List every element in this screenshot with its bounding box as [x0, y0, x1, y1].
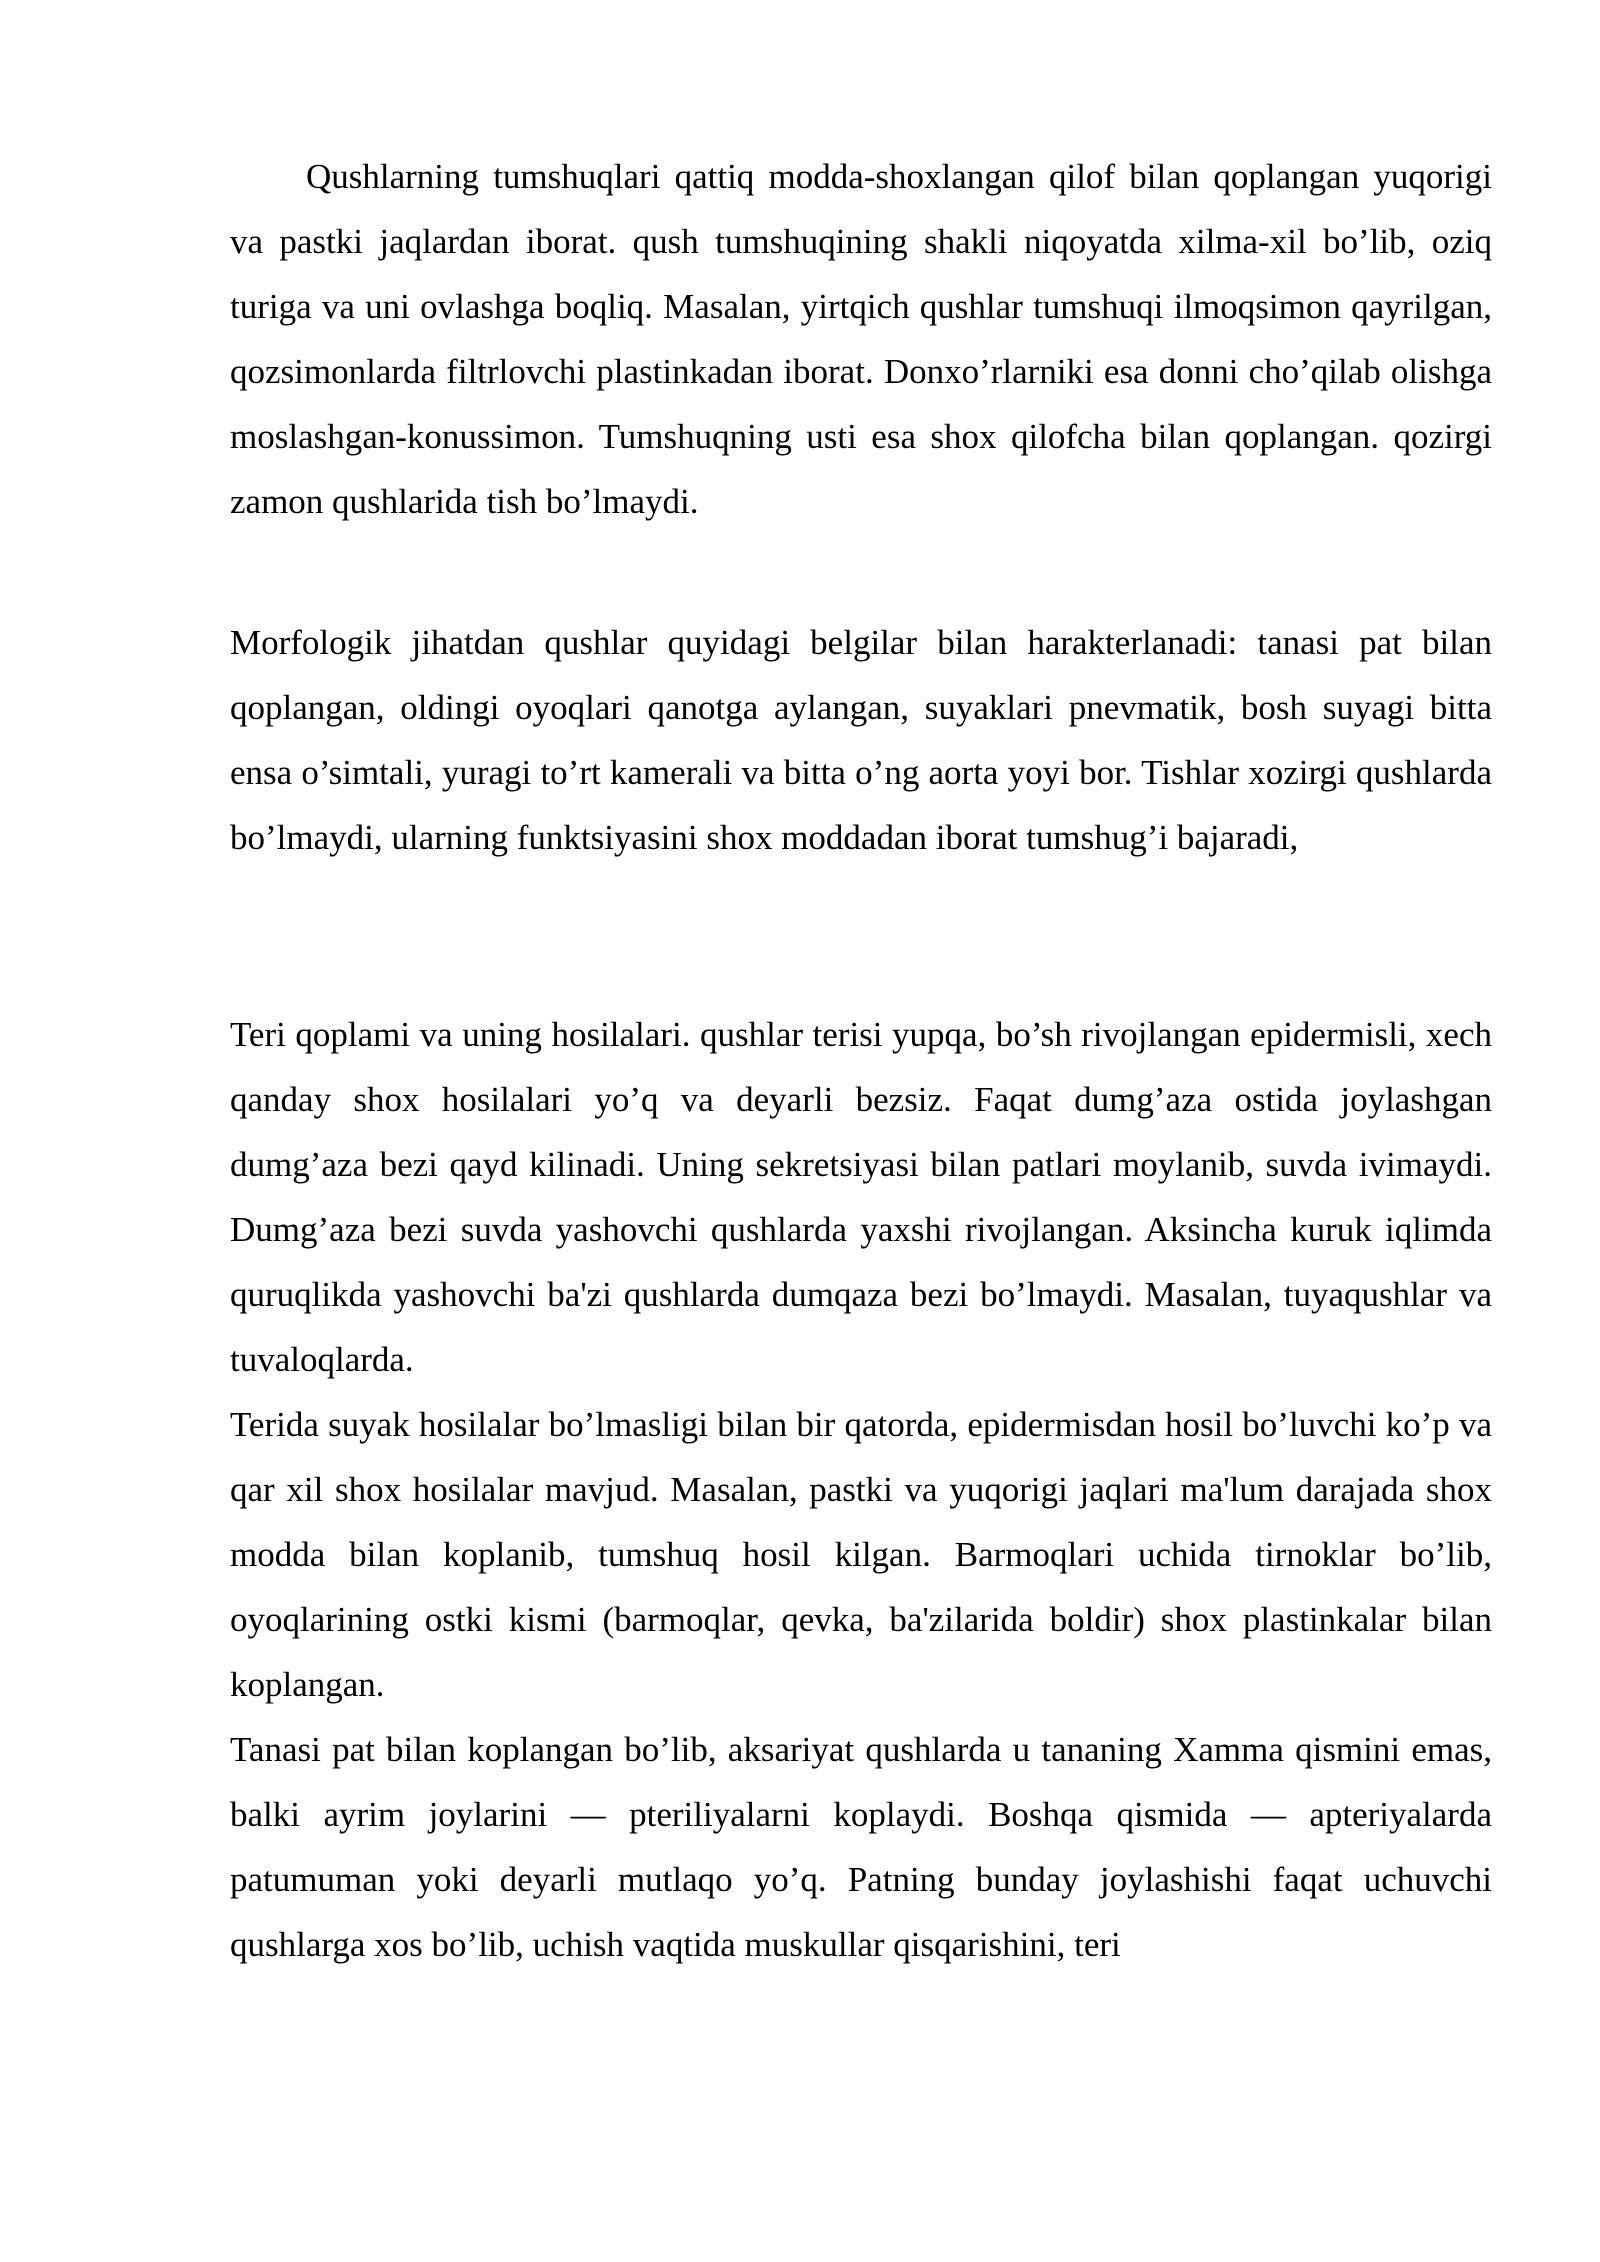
paragraph-morphology: Morfologik jihatdan qushlar quyidagi belgilar bilan harakterlanadi: tanasi pat bilan qoplangan, oldingi oyoqlari qanotga aylangan, suyaklari pnevmatik, bosh suyagi bitta ensa o’simtali, yuragi to’rt kamerali va bitta o’ng aorta yoyi bor. Tishlar xozirgi qushlarda bo’lmaydi, ularning funktsiyasini shox moddadan iborat tumshug’i bajaradi,	[230, 623, 1492, 857]
paragraph-horny-structures: Terida suyak hosilalar bo’lmasligi bilan bir qatorda, epidermisdan hosil bo’luvchi ko’p va qar xil shox hosilalar mavjud. Masalan, pastki va yuqorigi jaqlari ma'lum darajada shox modda bilan koplanib, tumshuq hosil kilgan. Barmoqlari uchida tirnoklar bo’lib, oyoqlarining ostki kismi (barmoqlar, qevka, ba'zilarida boldir) shox plastinkalar bilan koplangan.	[230, 1405, 1492, 1704]
paragraph-skin: Teri qoplami va uning hosilalari. qushlar terisi yupqa, bo’sh rivojlangan epidermisli, xech qanday shox hosilalari yo’q va deyarli bezsiz. Faqat dumg’aza ostida joylashgan dumg’aza bezi qayd kilinadi. Uning sekretsiyasi bilan patlari moylanib, suvda ivimaydi. Dumg’aza bezi suvda yashovchi qushlarda yaxshi rivojlangan. Aksincha kuruk iqlimda quruqlikda yashovchi ba'zi qushlarda dumqaza bezi bo’lmaydi. Masalan, tuyaqushlar va tuvaloqlarda.	[230, 1015, 1492, 1379]
document-body	[230, 144, 1492, 1977]
paragraph-feathers: Tanasi pat bilan koplangan bo’lib, aksariyat qushlarda u tananing Xamma qismini emas, balki ayrim joylarini — pteriliyalarni koplaydi. Boshqa qismida — apteriyalarda patumuman yoki deyarli mutlaqo yo’q. Patning bunday joylashishi faqat uchuvchi qushlarga xos bo’lib, uchish vaqtida muskullar qisqarishini, teri	[230, 1730, 1492, 1964]
paragraph-beak: Qushlarning tumshuqlari qattiq modda-shoxlangan qilof bilan qoplangan yuqorigi va pastki jaqlardan iborat. qush tumshuqining shakli niqoyatda xilma-xil bo’lib, oziq turiga va uni ovlashga boqliq. Masalan, yirtqich qushlar tumshuqi ilmoqsimon qayrilgan, qozsimonlarda filtrlovchi plastinkadan iborat. Donxo’rlarniki esa donni cho’qilab olishga moslashgan-konussimon. Tumshuqning usti esa shox qilofcha bilan qoplangan. qozirgi zamon qushlarida tish bo’lmaydi.	[230, 157, 1492, 521]
